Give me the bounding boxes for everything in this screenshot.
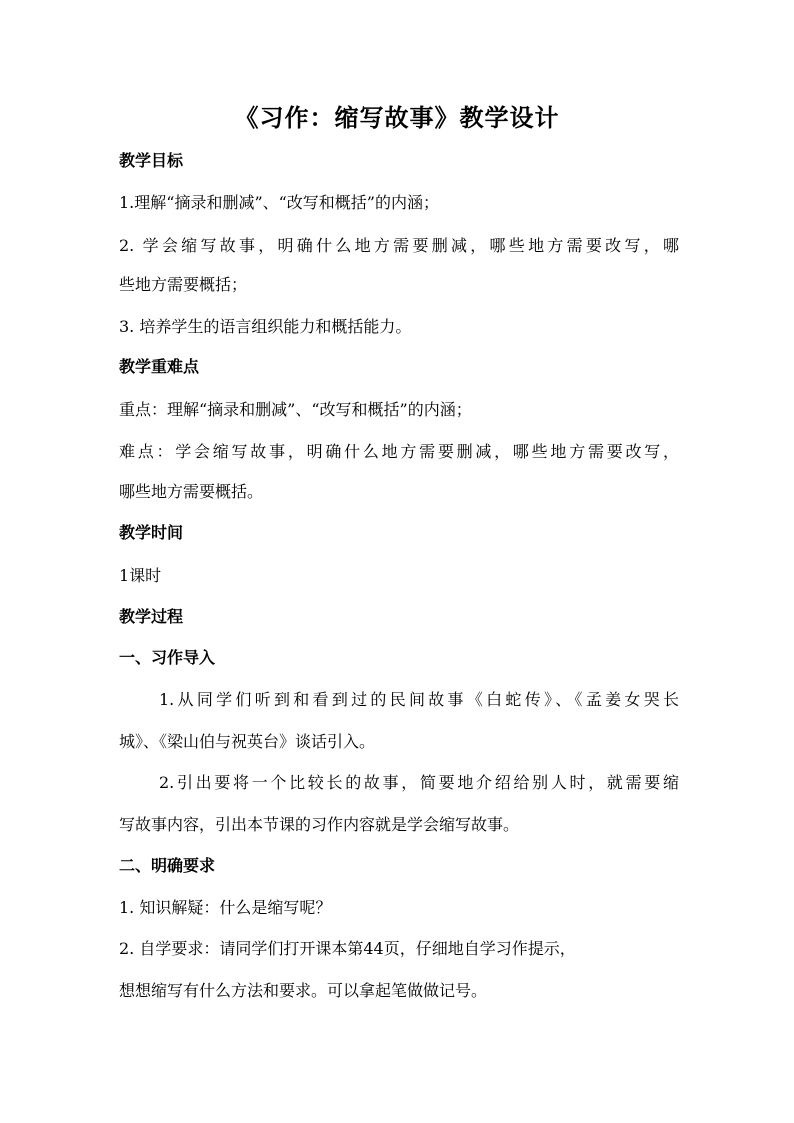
process-part1-heading: 一、习作导入 <box>119 648 216 667</box>
document-title: 《习作：缩写故事》教学设计 <box>234 103 560 132</box>
key-point-focus: 重点：理解“摘录和删减”、“改写和概括”的内涵； <box>119 400 472 419</box>
objective-item-2: 2. 学会缩写故事，明确什么地方需要删减，哪些地方需要改写，哪 <box>119 236 679 255</box>
objective-item-3: 3. 培养学生的语言组织能力和概括能力。 <box>119 317 412 336</box>
section-heading-objectives: 教学目标 <box>119 151 184 170</box>
time-value: 1课时 <box>119 566 162 585</box>
process-part1-line-2: 城》、《梁山伯与祝英台》谈话引入。 <box>119 732 376 751</box>
process-part1-line-3: 2.引出要将一个比较长的故事，简要地介绍给别人时，就需要缩 <box>159 773 679 792</box>
process-part2-line-1: 1. 知识解疑：什么是缩写呢？ <box>119 898 332 917</box>
objective-item-2-continued: 些地方需要概括； <box>119 275 248 294</box>
key-point-difficulty: 难点：学会缩写故事，明确什么地方需要删减，哪些地方需要改写， <box>119 442 679 461</box>
section-heading-process: 教学过程 <box>119 607 184 626</box>
key-point-difficulty-continued: 哪些地方需要概括。 <box>119 482 264 501</box>
section-heading-key-points: 教学重难点 <box>119 357 200 376</box>
objective-item-1: 1.理解“摘录和删减”、“改写和概括”的内涵； <box>119 193 439 212</box>
section-heading-time: 教学时间 <box>119 523 184 542</box>
process-part1-line-1: 1.从同学们听到和看到过的民间故事《白蛇传》、《孟姜女哭长 <box>159 690 679 709</box>
process-part2-line-3: 想想缩写有什么方法和要求。可以拿起笔做做记号。 <box>119 981 488 1000</box>
process-part1-line-4: 写故事内容，引出本节课的习作内容就是学会缩写故事。 <box>119 815 520 834</box>
process-part2-line-2: 2. 自学要求：请同学们打开课本第44页，仔细地自学习作提示， <box>119 939 576 958</box>
process-part2-heading: 二、明确要求 <box>119 856 216 875</box>
